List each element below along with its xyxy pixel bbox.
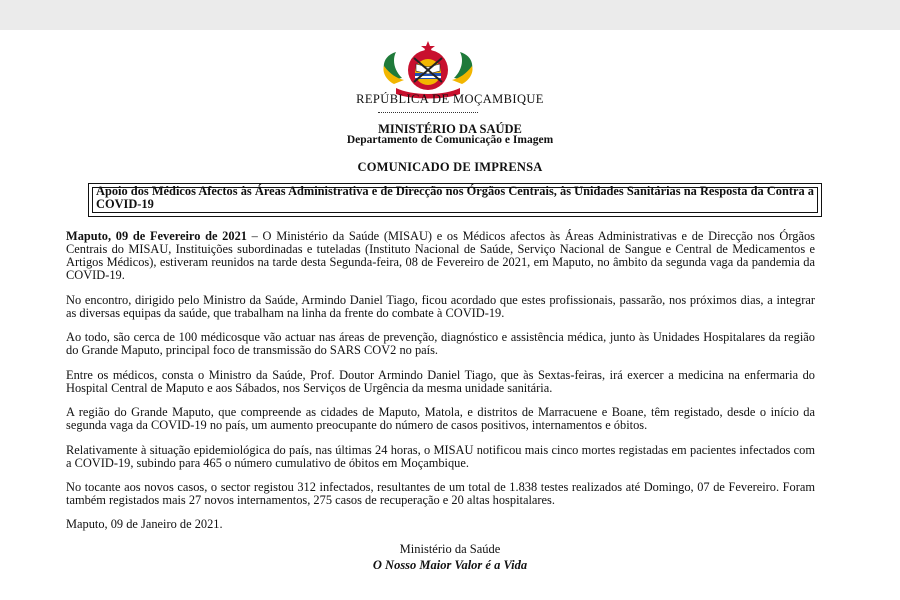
paragraph-minister: Entre os médicos, consta o Ministro da Saúde, Prof. Doutor Armindo Daniel Tiago, que às Sextas-feiras, irá exercer a medicina na enfermaria do Hospital Central de Maputo e aos Sábados, nos Serviços de Urgência da mesma unidade sanitária. — [66, 367, 815, 395]
paragraph-new-cases: No tocante aos novos casos, o sector registou 312 infectados, resultantes de um total de 1.838 testes realizados até Domingo, 07 de Fevereiro. Foram também registados mais 27 novos internamentos, 275 casos de recuperação e 20 altas hospitalares. — [66, 480, 815, 507]
press-release-heading: COMUNICADO DE IMPRENSA — [357, 160, 543, 174]
mozambique-coat-of-arms-icon — [372, 40, 484, 100]
paragraph-meeting: No encontro, dirigido pelo Ministro da Saúde, Armindo Daniel Tiago, ficou acordado que estes profissionais, passarão, nos próximos dias, a integrar as diversas equipas da saúde, que trabalham na linha da frente do combate à COVID-19. — [66, 292, 815, 320]
paragraph-epidemiology: Relativamente à situação epidemiológica do país, nas últimas 24 horas, o MISAU notificou mais cinco mortes registadas em pacientes infectados com a COVID-19, subindo para 465 o número cumulativo de óbitos em Moçambique. — [66, 442, 815, 470]
closing-date: Maputo, 09 de Janeiro de 2021. — [66, 517, 223, 531]
paragraph-doctors-count: Ao todo, são cerca de 100 médicosque vão actuar nas áreas de prevenção, diagnóstico e assistência médica, junto às Unidades Hospitalares da região do Grande Maputo, principal foco de transmissão do SARS COV2 no país. — [66, 330, 815, 357]
paragraph-lead — [66, 230, 815, 282]
top-band — [0, 0, 900, 30]
press-release-body — [66, 230, 815, 543]
lead-text: – O Ministério da Saúde (MISAU) e os Médicos afectos às Áreas Administrativas e de Direcção nos Órgãos Centrais do MISAU, Instituições subordinadas e tuteladas (Instituto Nacional de Saúde, Serviço Nacional de Sangue e Central de Medicamentos e Artigos Médicos), estiveram reunidos na tarde desta Segunda-feira, 08 de Fevereiro de 2021, em Maputo, no âmbito da segunda vaga da pandemia da COVID-19. — [66, 229, 815, 282]
republic-heading: REPÚBLICA DE MOÇAMBIQUE — [356, 92, 544, 106]
signature: Ministério da Saúde — [399, 542, 501, 556]
document-page — [0, 30, 900, 600]
department-heading: Departamento de Comunicação e Imagem — [346, 134, 554, 146]
ministry-heading: MINISTÉRIO DA SAÚDE — [378, 122, 522, 136]
dateline: Maputo, 09 de Fevereiro de 2021 — [66, 229, 247, 243]
paragraph-region: A região do Grande Maputo, que compreende as cidades de Maputo, Matola, e distritos de Marracuene e Boane, têm registado, desde o início da segunda vaga da COVID-19 no país, um aumento preocupante do número de casos positivos, internamentos e óbitos. — [66, 405, 815, 432]
press-release-title: Apoio dos Médicos Afectos às Áreas Administrativa e de Direcção nos Órgãos Centrais, às Unidades Sanitárias na Resposta da Contra a COVID-19 — [96, 184, 814, 211]
motto: O Nosso Maior Valor é a Vida — [372, 558, 528, 572]
republic-divider — [378, 112, 478, 113]
